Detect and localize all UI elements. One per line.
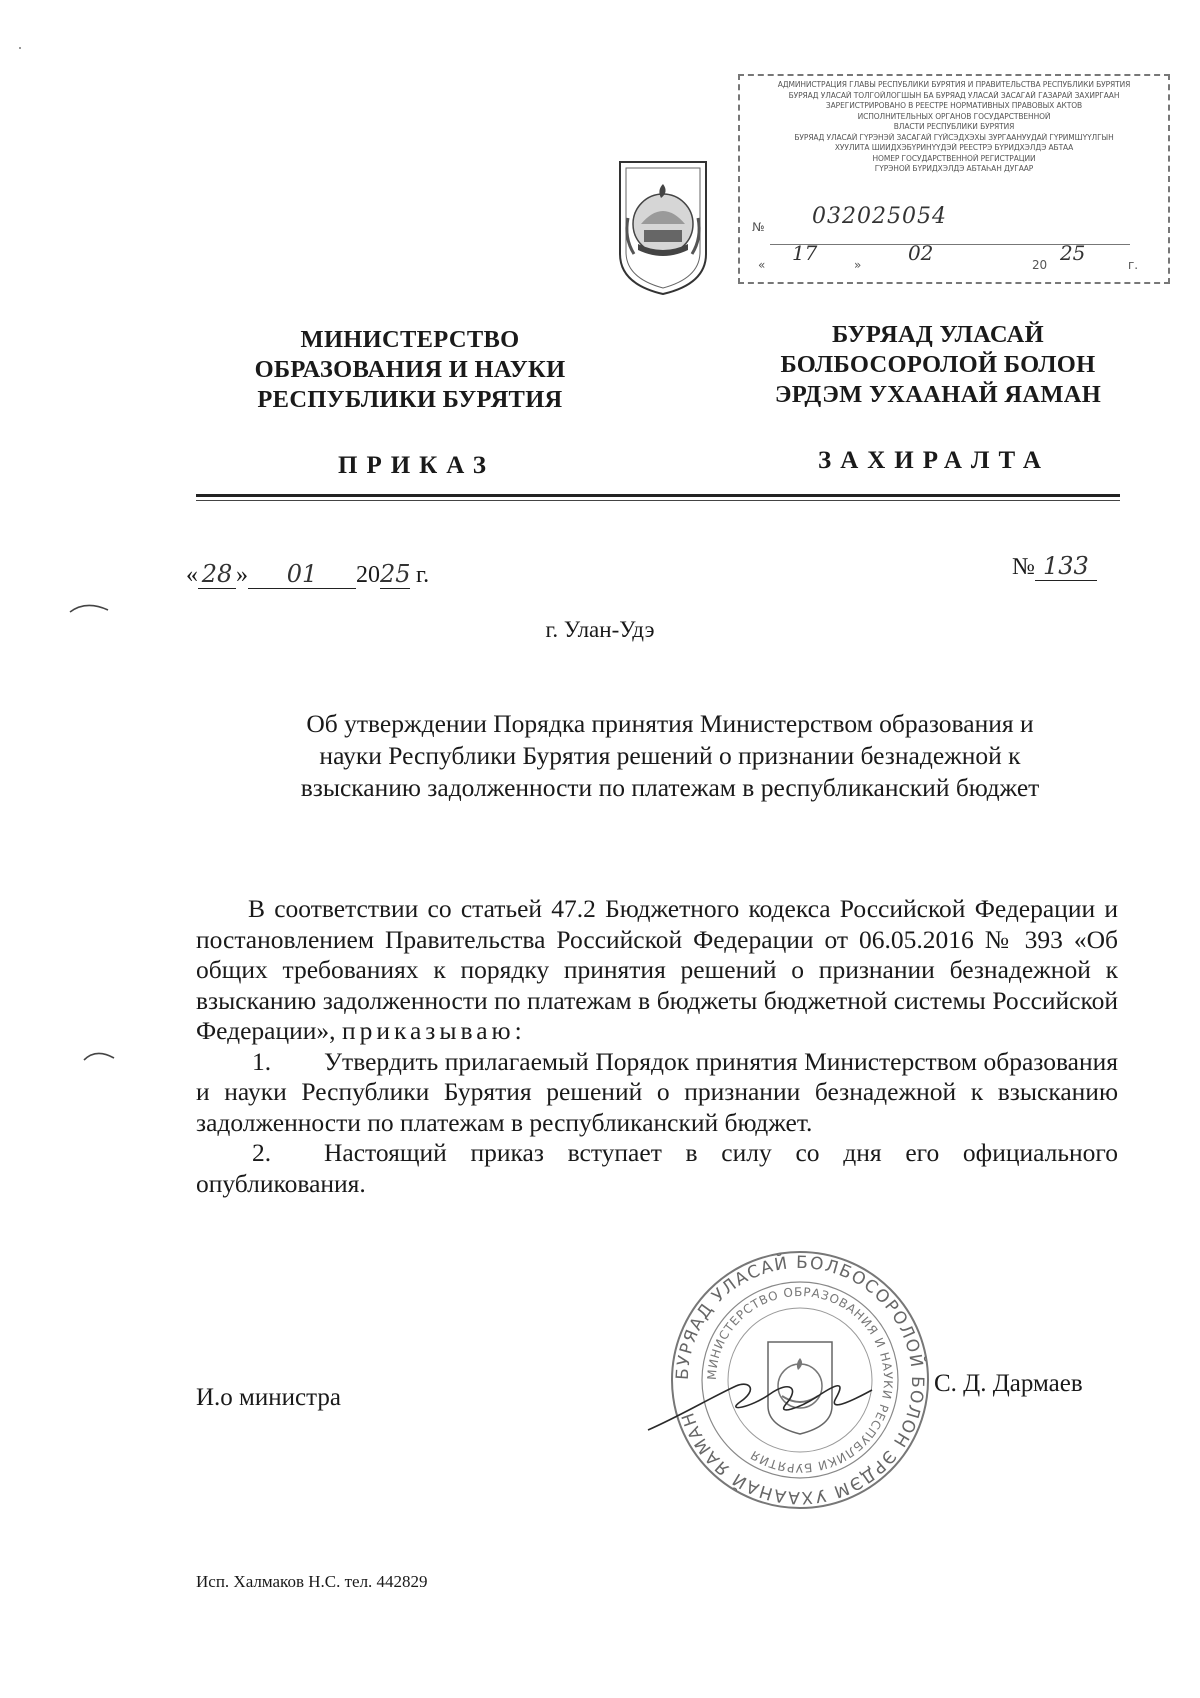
stamp-number-prefix: № — [752, 220, 765, 234]
subject-line: науки Республики Бурятия решений о признании безнадежной к — [319, 741, 1021, 770]
item-number: 2. — [252, 1138, 272, 1167]
header-divider-thin — [196, 500, 1120, 501]
header-divider-thick — [196, 494, 1120, 497]
date-year: 25 — [380, 560, 411, 588]
org-name-bua-line: БОЛБОСОРОЛОЙ БОЛОН — [780, 351, 1096, 378]
date-day: 28 — [198, 560, 236, 589]
date-year-suffix: г. — [416, 562, 430, 588]
preamble-text: В соответствии со статьей 47.2 Бюджетного кодекса Российской Федерации и постановлением Правительства Российской Федерации от 06.05.2016 № 393 «Об общих требованиях к порядку принятия решений о признании безнадежной к взысканию задолженности по платежам в бюджеты бюджетной системы Российской Федерации», — [196, 894, 1118, 1045]
org-name-ru-line: ОБРАЗОВАНИЯ И НАУКИ — [254, 356, 566, 383]
stamp-line: ГҮРЭНОЙ БҮРИДХЭЛДЭ АБТАҺАН ДУГААР — [874, 164, 1034, 173]
date-open-quote: « — [186, 562, 198, 588]
seal-outer-text: БУРЯАД УЛАСАЙ БОЛБОСОРОЛОЙ БОЛОН ЭРДЭМ УХААНАЙ ЯАМАН — [672, 1252, 928, 1508]
org-name-ru — [220, 325, 600, 415]
stamp-date-day: 17 — [792, 241, 818, 265]
org-name-bua — [752, 320, 1124, 410]
order-item — [196, 1047, 1118, 1139]
handwritten-signature — [640, 1368, 880, 1438]
order-body — [196, 894, 1118, 1199]
item-number: 1. — [252, 1046, 272, 1076]
coat-of-arms-icon — [614, 158, 712, 298]
scan-mark-1 — [68, 600, 110, 614]
order-number-value: 133 — [1035, 552, 1097, 581]
stamp-line: ВЛАСТИ РЕСПУБЛИКИ БУРЯТИЯ — [893, 122, 1015, 131]
stamp-date-open-quote: « — [758, 258, 766, 272]
stamp-date-close-quote: » — [854, 258, 862, 272]
item-text: Настоящий приказ вступает в силу со дня его официального опубликования. — [196, 1138, 1118, 1198]
item-text: Утвердить прилагаемый Порядок принятия Министерством образования и науки Республики Бурятия решений о признании безнадежной к взысканию задолженности по платежам в республиканский бюджет. — [196, 1046, 1118, 1137]
order-directive-word: приказываю: — [341, 1016, 526, 1045]
order-item — [196, 1138, 1118, 1199]
stamp-line: ХУУЛИТА ШИИДХЭБҮРИНҮҮДЭЙ РЕЕСТРЭ БҮРИДХЭЛДЭ АБТАА — [834, 143, 1074, 152]
stamp-line: НОМЕР ГОСУДАРСТВЕННОЙ РЕГИСТРАЦИИ — [872, 153, 1036, 163]
stamp-line: БУРЯАД УЛАСАЙ ГҮРЭНЭЙ ЗАСАГАЙ ГҮЙСЭДХЭХЫ ЗУРГААНУУДАЙ ГҮРИМШҮҮЛГЫН — [794, 132, 1114, 142]
stamp-date-month: 02 — [908, 241, 934, 265]
date-month: 01 — [248, 560, 356, 589]
date-year-prefix: 20 — [356, 562, 380, 588]
stamp-date-row — [758, 241, 1158, 282]
order-number — [1012, 552, 1097, 581]
org-name-bua-line: БУРЯАД УЛАСАЙ — [831, 321, 1045, 348]
order-date — [186, 560, 429, 589]
stamp-line: БУРЯАД УЛАСАЙ ТОЛГОЙЛОГШЫН БА БУРЯАД УЛАСАЙ ЗАСАГАЙ ГАЗАРАЙ ЗАХИРГААН — [788, 90, 1120, 100]
order-number-prefix: № — [1012, 554, 1035, 580]
scan-mark-2 — [82, 1048, 116, 1062]
document-type-bua: ЗАХИРАЛТА — [818, 447, 1050, 474]
stamp-date-year: 25 — [1060, 241, 1086, 265]
place-of-issue: г. Улан-Удэ — [545, 617, 655, 642]
org-name-bua-line: ЭРДЭМ УХААНАЙ ЯАМАН — [774, 381, 1102, 408]
order-subject — [200, 708, 1140, 804]
scan-mark-3 — [16, 44, 26, 54]
preamble-paragraph — [196, 894, 1118, 1047]
subject-line: Об утверждении Порядка принятия Министерством образования и — [306, 709, 1034, 738]
document-type-ru: ПРИКАЗ — [338, 452, 495, 479]
registration-stamp — [738, 74, 1170, 284]
org-name-ru-line: МИНИСТЕРСТВО — [300, 326, 520, 353]
seal-inner-text: МИНИСТЕРСТВО ОБРАЗОВАНИЯ И НАУКИ РЕСПУБЛИКИ БУРЯТИЯ — [704, 1284, 896, 1476]
signer-position: И.о министра — [196, 1384, 341, 1411]
date-close-quote: » — [236, 562, 248, 588]
executor-contact: Исп. Халмаков Н.С. тел. 442829 — [196, 1572, 428, 1591]
org-name-ru-line: РЕСПУБЛИКИ БУРЯТИЯ — [257, 386, 563, 413]
stamp-line: АДМИНИСТРАЦИЯ ГЛАВЫ РЕСПУБЛИКИ БУРЯТИЯ И ПРАВИТЕЛЬСТВА РЕСПУБЛИКИ БУРЯТИЯ — [777, 80, 1131, 89]
stamp-number-row — [752, 204, 947, 234]
stamp-date-year-prefix: 20 — [1032, 258, 1048, 272]
subject-line: взысканию задолженности по платежам в республиканский бюджет — [300, 773, 1040, 802]
stamp-date-suffix: г. — [1128, 258, 1138, 272]
stamp-line: ЗАРЕГИСТРИРОВАНО В РЕЕСТРЕ НОРМАТИВНЫХ ПРАВОВЫХ АКТОВ — [825, 101, 1083, 110]
stamp-registration-number: 032025054 — [812, 204, 947, 229]
signer-name: С. Д. Дармаев — [934, 1370, 1083, 1397]
stamp-line: ИСПОЛНИТЕЛЬНЫХ ОРГАНОВ ГОСУДАРСТВЕННОЙ — [857, 111, 1051, 121]
